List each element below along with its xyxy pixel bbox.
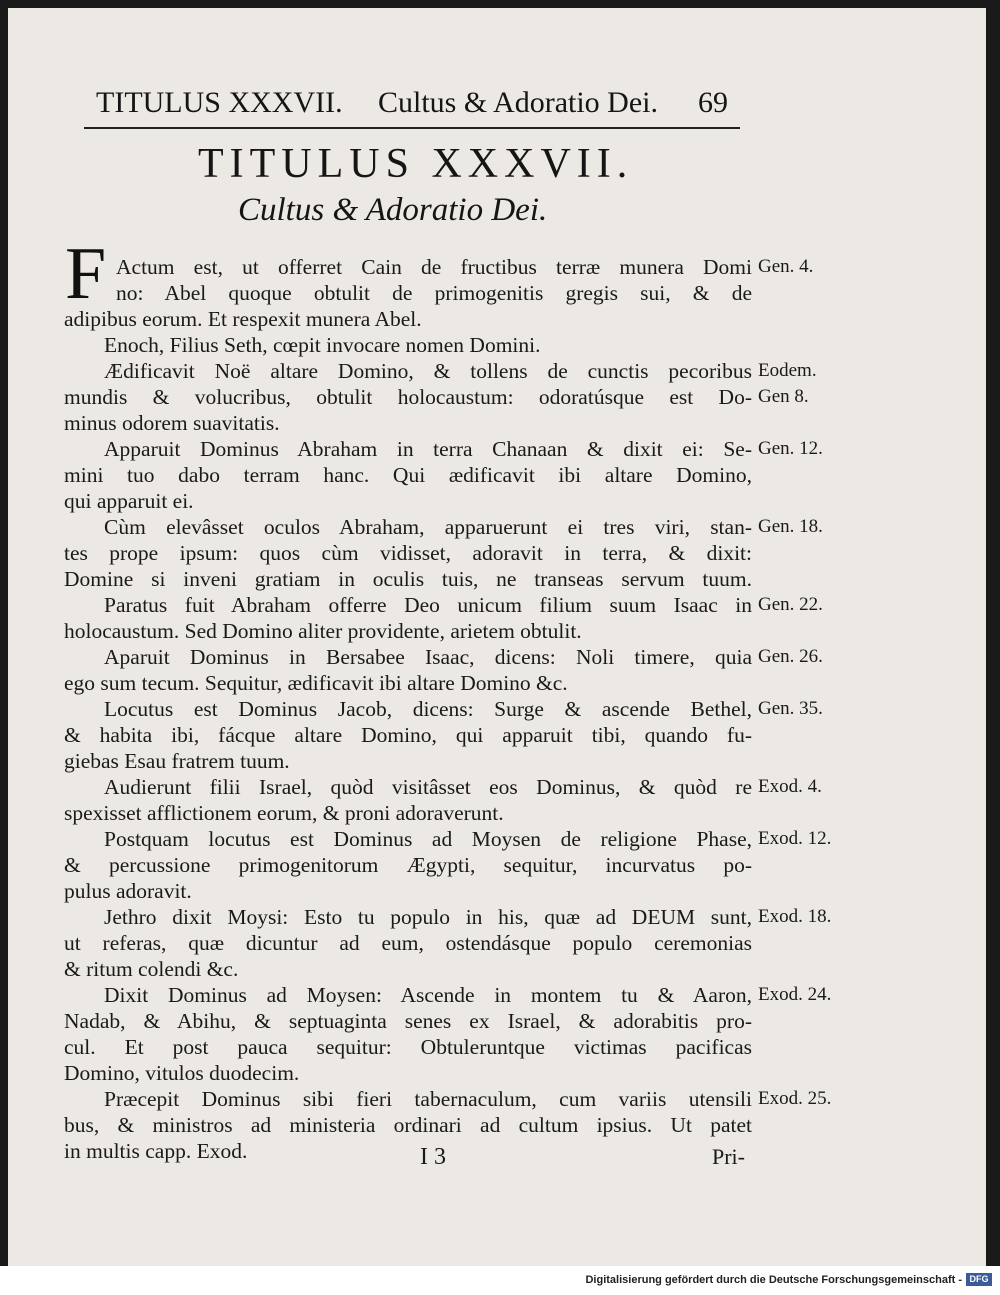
margin-reference: Exod. 24.: [758, 984, 832, 1005]
dfg-logo-icon: DFG: [966, 1273, 992, 1286]
text-line: Locutus est Dominus Jacob, dicens: Surge & ascende Bethel,: [104, 697, 752, 721]
text-line: giebas Esau fratrem tuum.: [64, 749, 290, 773]
text-line: Domine si inveni gratiam in oculis tuis, ne transeas servum tuum.: [64, 567, 752, 591]
text-line: & ritum colendi &c.: [64, 957, 239, 981]
margin-reference: Gen. 12.: [758, 438, 823, 459]
margin-reference: Gen 8.: [758, 386, 809, 407]
text-line: bus, & ministros ad ministeria ordinari ad cultum ipsius. Ut patet: [64, 1113, 752, 1137]
text-line: qui apparuit ei.: [64, 489, 194, 513]
text-line: Apparuit Dominus Abraham in terra Chanaan & dixit ei: Se-: [104, 437, 752, 461]
book-page: [8, 8, 986, 1266]
text-line: tes prope ipsum: quos cùm vidisset, adoravit in terra, & dixit:: [64, 541, 752, 565]
text-line: adipibus eorum. Et respexit munera Abel.: [64, 307, 422, 331]
signature-mark: I 3: [420, 1144, 446, 1170]
text-line: Actum est, ut offerret Cain de fructibus terræ munera Domi: [116, 255, 752, 279]
text-line: ego sum tecum. Sequitur, ædificavit ibi altare Domino &c.: [64, 671, 568, 695]
text-line: Jethro dixit Moysi: Esto tu populo in his, quæ ad DEUM sunt,: [104, 905, 752, 929]
margin-reference: Exod. 25.: [758, 1088, 832, 1109]
text-line: Paratus fuit Abraham offerre Deo unicum filium suum Isaac in: [104, 593, 752, 617]
margin-reference: Gen. 22.: [758, 594, 823, 615]
footer-bar: [0, 1266, 1000, 1295]
text-line: pulus adoravit.: [64, 879, 192, 903]
margin-reference: Gen. 4.: [758, 256, 814, 277]
page-number: 69: [698, 86, 728, 119]
text-line: Aparuit Dominus in Bersabee Isaac, dicens: Noli timere, quia: [104, 645, 752, 669]
text-line: ut referas, quæ dicuntur ad eum, ostendásque populo ceremonias: [64, 931, 752, 955]
text-line: Dixit Dominus ad Moysen: Ascende in montem tu & Aaron,: [104, 983, 752, 1007]
text-line: in multis capp. Exod.: [64, 1139, 248, 1163]
text-line: mundis & volucribus, obtulit holocaustum: odoratúsque est Do-: [64, 385, 752, 409]
text-line: Ædificavit Noë altare Domino, & tollens de cunctis pecoribus: [104, 359, 752, 383]
text-line: no: Abel quoque obtulit de primogenitis gregis sui, & de: [116, 281, 752, 305]
text-line: holocaustum. Sed Domino aliter providente, arietem obtulit.: [64, 619, 582, 643]
running-header: [86, 86, 740, 130]
text-line: minus odorem suavitatis.: [64, 411, 280, 435]
text-line: Audierunt filii Israel, quòd visitâsset eos Dominus, & quòd re: [104, 775, 752, 799]
text-line: cul. Et post pauca sequitur: Obtuleruntque victimas pacificas: [64, 1035, 752, 1059]
funding-notice: Digitalisierung gefördert durch die Deutsche Forschungsgemeinschaft -: [585, 1274, 962, 1286]
text-line: spexisset afflictionem eorum, & proni adoraverunt.: [64, 801, 504, 825]
catchword: Pri-: [712, 1144, 745, 1169]
drop-cap: F: [65, 233, 107, 315]
text-line: mini tuo dabo terram hanc. Qui ædificavit ibi altare Domino,: [64, 463, 752, 487]
margin-reference: Gen. 26.: [758, 646, 823, 667]
margin-reference: Gen. 35.: [758, 698, 823, 719]
margin-reference: Exod. 12.: [758, 828, 832, 849]
margin-reference: Eodem.: [758, 360, 817, 381]
text-line: & habita ibi, fácque altare Domino, qui apparuit tibi, quando fu-: [64, 723, 752, 747]
text-line: Nadab, & Abihu, & septuaginta senes ex Israel, & adorabitis pro-: [64, 1009, 752, 1033]
text-line: Præcepit Dominus sibi fieri tabernaculum, cum variis utensili: [104, 1087, 752, 1111]
margin-reference: Exod. 18.: [758, 906, 832, 927]
margin-reference: Gen. 18.: [758, 516, 823, 537]
running-header-title: TITULUS XXXVII.: [96, 86, 343, 119]
text-line: Domino, vitulos duodecim.: [64, 1061, 300, 1085]
chapter-subtitle: Cultus & Adoratio Dei.: [238, 192, 548, 228]
text-line: Postquam locutus est Dominus ad Moysen de religione Phase,: [104, 827, 752, 851]
margin-reference: Exod. 4.: [758, 776, 822, 797]
chapter-title: TITULUS XXXVII.: [198, 141, 634, 187]
text-line: Enoch, Filius Seth, cœpit invocare nomen Domini.: [104, 333, 541, 357]
header-rule: [84, 127, 740, 129]
text-line: Cùm elevâsset oculos Abraham, apparuerunt ei tres viri, stan-: [104, 515, 752, 539]
text-line: & percussione primogenitorum Ægypti, sequitur, incurvatus po-: [64, 853, 752, 877]
running-header-subject: Cultus & Adoratio Dei.: [378, 86, 658, 119]
